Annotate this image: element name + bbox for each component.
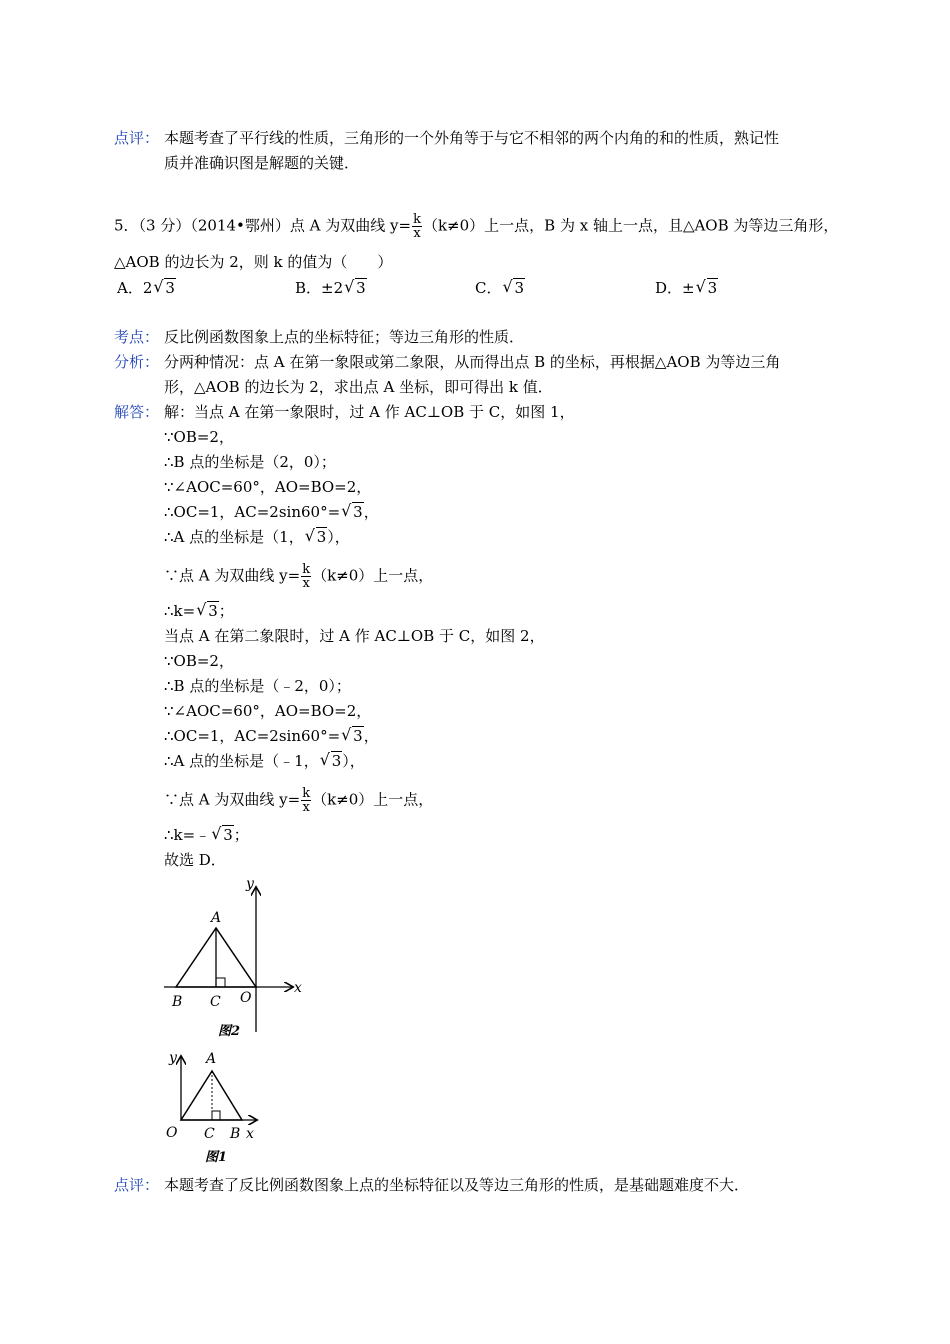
solution-step: ∴k= √ 3； xyxy=(164,600,234,620)
label-b: B xyxy=(230,1126,241,1142)
fraction: $\frac{k}{x}$ xyxy=(302,786,311,815)
solution-step: 当点 A 在第二象限时，过 A 作 AC⊥OB 于 C，如图 2， xyxy=(164,627,545,645)
solution-step: ∵点 A 为双曲线 y= $\frac{k}{x}$ （k≠0）上一点， xyxy=(164,786,434,815)
label-o: O xyxy=(240,990,252,1006)
fenxi-line1: 分两种情况：点 A 在第一象限或第二象限，从而得出点 B 的坐标，再根据△AOB 为等边三角 xyxy=(164,353,781,371)
solution-step: ∵点 A 为双曲线 y= $\frac{k}{x}$ （k≠0）上一点， xyxy=(164,562,434,591)
kaodian-label: 考点： xyxy=(114,328,160,346)
jieda-label: 解答： xyxy=(114,403,160,421)
label-a: A xyxy=(206,1051,217,1067)
question-line1: 5．（3 分）（2014•鄂州）点 A 为双曲线 y= $\frac{k}{x}$ （k≠0）上一点，B 为 x 轴上一点，且△AOB 为等边三角形， xyxy=(114,212,839,241)
option-c: C． √ 3 xyxy=(475,277,525,297)
solution-step: ∵∠AOC=60°，AO=BO=2， xyxy=(164,702,372,720)
option-d: D．± √ 3 xyxy=(655,277,718,297)
option-a: A．2 √ 3 xyxy=(117,277,175,297)
solution-step: ∴OC=1，AC=2sin60°= √ 3， xyxy=(164,501,379,521)
fenxi-label: 分析： xyxy=(114,353,160,371)
solution-step: ∵OB=2， xyxy=(164,652,234,670)
solution-step: ∴OC=1，AC=2sin60°= √ 3， xyxy=(164,725,379,745)
solution-step: ∵∠AOC=60°，AO=BO=2， xyxy=(164,478,372,496)
label-o: O xyxy=(166,1125,178,1141)
label-x: x xyxy=(294,980,302,996)
figure-2 xyxy=(160,872,310,1042)
right-angle-mark xyxy=(216,978,225,987)
label-c: C xyxy=(204,1126,215,1142)
prev-review-line2: 质并准确识图是解题的关键． xyxy=(164,154,360,172)
solution-step: 故选 D． xyxy=(164,851,226,869)
final-review-text: 本题考查了反比例函数图象上点的坐标特征以及等边三角形的性质，是基础题难度不大． xyxy=(164,1176,750,1194)
label-c: C xyxy=(210,994,221,1010)
right-angle-mark xyxy=(212,1111,220,1120)
fenxi-line2: 形，△AOB 的边长为 2，求出点 A 坐标，即可得出 k 值． xyxy=(164,378,553,396)
prev-review-label: 点评： xyxy=(114,129,160,147)
solution-step: ∵OB=2， xyxy=(164,428,234,446)
fraction: $\frac{k}{x}$ xyxy=(302,562,311,591)
prev-review-line1: 本题考查了平行线的性质，三角形的一个外角等于与它不相邻的两个内角的和的性质，熟记性 xyxy=(164,129,780,147)
solution-step: ∴B 点的坐标是（2，0）； xyxy=(164,453,336,471)
figure-1 xyxy=(160,1045,280,1167)
solution-step: ∴B 点的坐标是（﹣2，0）； xyxy=(164,677,351,695)
solution-step: ∴A 点的坐标是（1， √ 3）， xyxy=(164,526,350,546)
solution-step: 解：当点 A 在第一象限时，过 A 作 AC⊥OB 于 C，如图 1， xyxy=(164,403,575,421)
kaodian-text: 反比例函数图象上点的坐标特征；等边三角形的性质． xyxy=(164,328,525,346)
label-y: y xyxy=(246,876,254,892)
label-a: A xyxy=(211,910,222,926)
label-b: B xyxy=(172,994,183,1010)
figure-caption: 图1 xyxy=(205,1150,228,1165)
final-review-label: 点评： xyxy=(114,1176,160,1194)
label-y: y xyxy=(169,1050,177,1066)
question-fraction: $\frac{k}{x}$ xyxy=(413,212,421,241)
question-line2: △AOB 的边长为 2，则 k 的值为（ ） xyxy=(114,253,393,271)
label-x: x xyxy=(246,1126,254,1142)
solution-step: ∴k=﹣ √ 3； xyxy=(164,824,249,844)
option-b: B．±2 √ 3 xyxy=(295,277,366,297)
solution-step: ∴A 点的坐标是（﹣1， √ 3）， xyxy=(164,750,365,770)
figure-caption: 图2 xyxy=(218,1024,241,1039)
